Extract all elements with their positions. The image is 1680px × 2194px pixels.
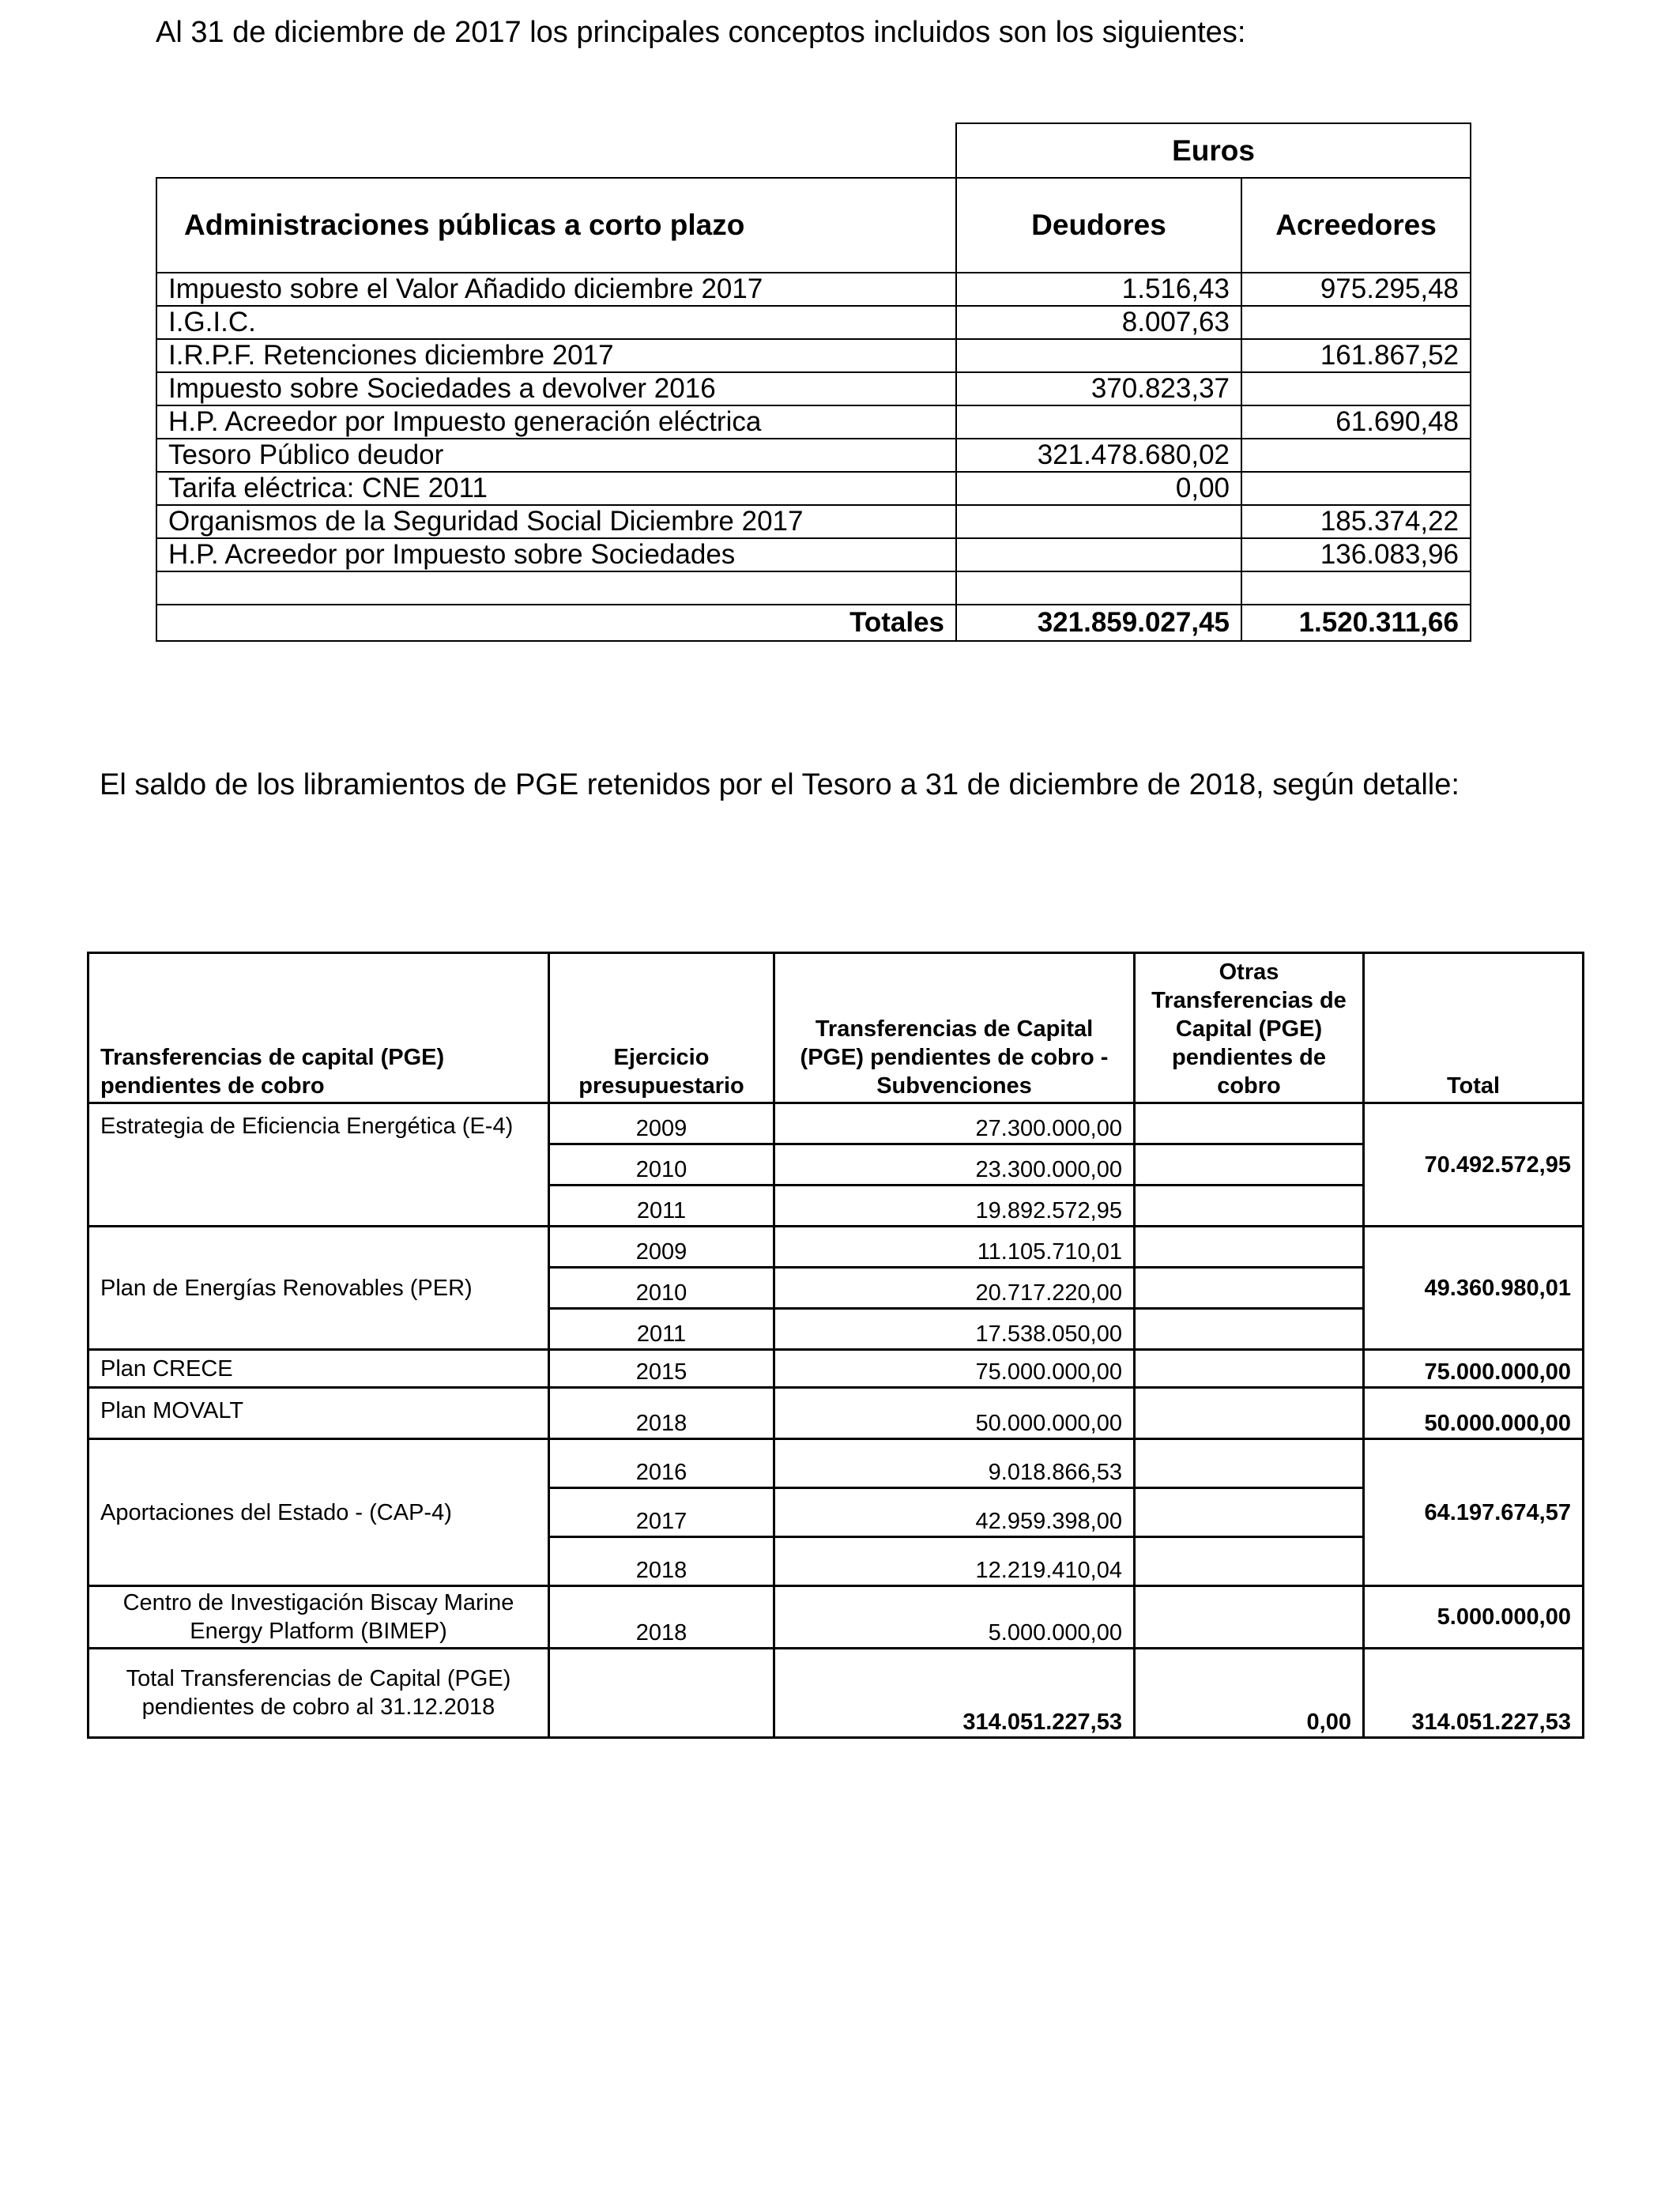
table2-amount-cell: 50.000.000,00 <box>774 1388 1135 1439</box>
table1-euros-header: Euros <box>956 123 1471 178</box>
table1-row <box>156 306 1471 339</box>
table2-grand-total-label: Total Transferencias de Capital (PGE) pendientes de cobro al 31.12.2018 <box>89 1649 549 1738</box>
capital-transfers-table <box>87 952 1584 1739</box>
table1-cell-concept: Impuesto sobre el Valor Añadido diciembre 2017 <box>156 273 956 306</box>
table2-year-cell: 2017 <box>549 1488 774 1537</box>
table1-debtors-header: Deudores <box>956 178 1241 273</box>
table2-group-label: Plan de Energías Renovables (PER) <box>89 1227 549 1350</box>
table2-other-cell <box>1135 1186 1364 1227</box>
table2-amount-cell: 27.300.000,00 <box>774 1103 1135 1144</box>
table1-cell-concept: Tesoro Público deudor <box>156 439 956 472</box>
table2-year-cell: 2011 <box>549 1186 774 1227</box>
table2-year-cell: 2011 <box>549 1309 774 1350</box>
table1-row <box>156 505 1471 538</box>
table2-other-cell <box>1135 1488 1364 1537</box>
table2-year-cell: 2016 <box>549 1439 774 1488</box>
table2-other-cell <box>1135 1350 1364 1388</box>
table1-cell-creditors: 975.295,48 <box>1241 273 1471 306</box>
table2-year-cell: 2015 <box>549 1350 774 1388</box>
table2-year-header: Ejercicio presupuestario <box>549 953 774 1103</box>
table1-totals-debtors: 321.859.027,45 <box>956 605 1241 641</box>
table2-row <box>89 1227 1584 1268</box>
table1-cell-debtors: 1.516,43 <box>956 273 1241 306</box>
table2-amount-cell: 17.538.050,00 <box>774 1309 1135 1350</box>
table1-creditors-header: Acreedores <box>1241 178 1471 273</box>
table2-group-label: Centro de Investigación Biscay Marine Energy Platform (BIMEP) <box>89 1586 549 1649</box>
table1-totals-creditors: 1.520.311,66 <box>1241 605 1471 641</box>
table2-amount-cell: 20.717.220,00 <box>774 1268 1135 1309</box>
table2-group-label: Estrategia de Eficiencia Energética (E-4) <box>89 1103 549 1227</box>
table1-cell-creditors: 185.374,22 <box>1241 505 1471 538</box>
table2-amount-cell: 19.892.572,95 <box>774 1186 1135 1227</box>
table2-row <box>89 1388 1584 1439</box>
table1-totals-row <box>156 605 1471 641</box>
table1-cell-creditors <box>1241 306 1471 339</box>
table2-amount-cell: 23.300.000,00 <box>774 1144 1135 1186</box>
table2-other-cell <box>1135 1227 1364 1268</box>
table1-cell-concept: Organismos de la Seguridad Social Diciembre 2017 <box>156 505 956 538</box>
table2-group-label: Plan CRECE <box>89 1350 549 1388</box>
table2-subsidies-header: Transferencias de Capital (PGE) pendientes de cobro - Subvenciones <box>774 953 1135 1103</box>
table1-cell-creditors <box>1241 439 1471 472</box>
table1-body <box>156 273 1471 605</box>
table1-row <box>156 339 1471 372</box>
table2-grand-total-other: 0,00 <box>1135 1649 1364 1738</box>
table2-group-label: Plan MOVALT <box>89 1388 549 1439</box>
table2-group-total: 75.000.000,00 <box>1364 1350 1584 1388</box>
table2-grand-total-subsidies: 314.051.227,53 <box>774 1649 1135 1738</box>
table1-cell-concept: H.P. Acreedor por Impuesto generación eléctrica <box>156 405 956 439</box>
table2-other-cell <box>1135 1144 1364 1186</box>
table2-amount-cell: 5.000.000,00 <box>774 1586 1135 1649</box>
table2-other-header: Otras Transferencias de Capital (PGE) pendientes de cobro <box>1135 953 1364 1103</box>
table2-grand-total-total: 314.051.227,53 <box>1364 1649 1584 1738</box>
table2-grand-total-row <box>89 1649 1584 1738</box>
table1-cell-debtors: 321.478.680,02 <box>956 439 1241 472</box>
table1-cell-debtors <box>956 405 1241 439</box>
table2-other-cell <box>1135 1586 1364 1649</box>
table2-year-cell: 2010 <box>549 1268 774 1309</box>
table2-total-header: Total <box>1364 953 1584 1103</box>
table2-amount-cell: 75.000.000,00 <box>774 1350 1135 1388</box>
table2-group-total: 64.197.674,57 <box>1364 1439 1584 1586</box>
table1-cell-concept: Tarifa eléctrica: CNE 2011 <box>156 472 956 505</box>
table2-year-cell: 2009 <box>549 1103 774 1144</box>
table1-cell-concept <box>156 571 956 605</box>
table1-cell-debtors <box>956 505 1241 538</box>
table2-amount-cell: 42.959.398,00 <box>774 1488 1135 1537</box>
table2-body <box>89 1103 1584 1649</box>
public-administrations-table <box>156 123 1471 642</box>
table2-year-cell: 2018 <box>549 1388 774 1439</box>
table2-row <box>89 1439 1584 1488</box>
table1-cell-creditors: 136.083,96 <box>1241 538 1471 571</box>
table1-cell-debtors: 0,00 <box>956 472 1241 505</box>
table2-group-label: Aportaciones del Estado - (CAP-4) <box>89 1439 549 1586</box>
table2-group-total: 49.360.980,01 <box>1364 1227 1584 1350</box>
table2-other-cell <box>1135 1268 1364 1309</box>
table1-row <box>156 439 1471 472</box>
table1-cell-creditors <box>1241 472 1471 505</box>
table1-concept-header: Administraciones públicas a corto plazo <box>156 178 956 273</box>
table2-year-cell: 2018 <box>549 1586 774 1649</box>
table1-cell-debtors <box>956 538 1241 571</box>
table2-other-cell <box>1135 1439 1364 1488</box>
table2-group-total: 70.492.572,95 <box>1364 1103 1584 1227</box>
table1-blank-corner <box>156 123 956 178</box>
table1-row <box>156 405 1471 439</box>
table1-cell-debtors <box>956 571 1241 605</box>
table2-other-cell <box>1135 1309 1364 1350</box>
table1-cell-creditors <box>1241 372 1471 405</box>
table2-other-cell <box>1135 1103 1364 1144</box>
table1-cell-debtors: 370.823,37 <box>956 372 1241 405</box>
table2-other-cell <box>1135 1537 1364 1586</box>
table1-cell-concept: Impuesto sobre Sociedades a devolver 2016 <box>156 372 956 405</box>
table2-grand-total-year <box>549 1649 774 1738</box>
table1-cell-debtors: 8.007,63 <box>956 306 1241 339</box>
table2-amount-cell: 9.018.866,53 <box>774 1439 1135 1488</box>
table1-cell-creditors: 161.867,52 <box>1241 339 1471 372</box>
intro-paragraph-2017: Al 31 de diciembre de 2017 los principales conceptos incluidos son los siguientes: <box>156 16 1246 49</box>
table2-row <box>89 1350 1584 1388</box>
table2-group-total: 5.000.000,00 <box>1364 1586 1584 1649</box>
intro-paragraph-2018: El saldo de los libramientos de PGE retenidos por el Tesoro a 31 de diciembre de 2018, según detalle: <box>100 768 1460 801</box>
table2-year-cell: 2009 <box>549 1227 774 1268</box>
table2-year-cell: 2018 <box>549 1537 774 1586</box>
table1-cell-concept: I.R.P.F. Retenciones diciembre 2017 <box>156 339 956 372</box>
table1-cell-concept: I.G.I.C. <box>156 306 956 339</box>
table1-cell-creditors <box>1241 571 1471 605</box>
table1-row <box>156 372 1471 405</box>
table2-row <box>89 1586 1584 1649</box>
table2-year-cell: 2010 <box>549 1144 774 1186</box>
table2-group-total: 50.000.000,00 <box>1364 1388 1584 1439</box>
table2-amount-cell: 11.105.710,01 <box>774 1227 1135 1268</box>
table1-row <box>156 538 1471 571</box>
table2-header-row <box>89 953 1584 1103</box>
table1-totals-label: Totales <box>156 605 956 641</box>
table1-cell-concept: H.P. Acreedor por Impuesto sobre Sociedades <box>156 538 956 571</box>
table2-concept-header: Transferencias de capital (PGE) pendientes de cobro <box>89 953 549 1103</box>
table2-row <box>89 1103 1584 1144</box>
table1-cell-debtors <box>956 339 1241 372</box>
table1-cell-creditors: 61.690,48 <box>1241 405 1471 439</box>
table1-row <box>156 571 1471 605</box>
table2-other-cell <box>1135 1388 1364 1439</box>
table1-row <box>156 273 1471 306</box>
table1-row <box>156 472 1471 505</box>
table2-amount-cell: 12.219.410,04 <box>774 1537 1135 1586</box>
